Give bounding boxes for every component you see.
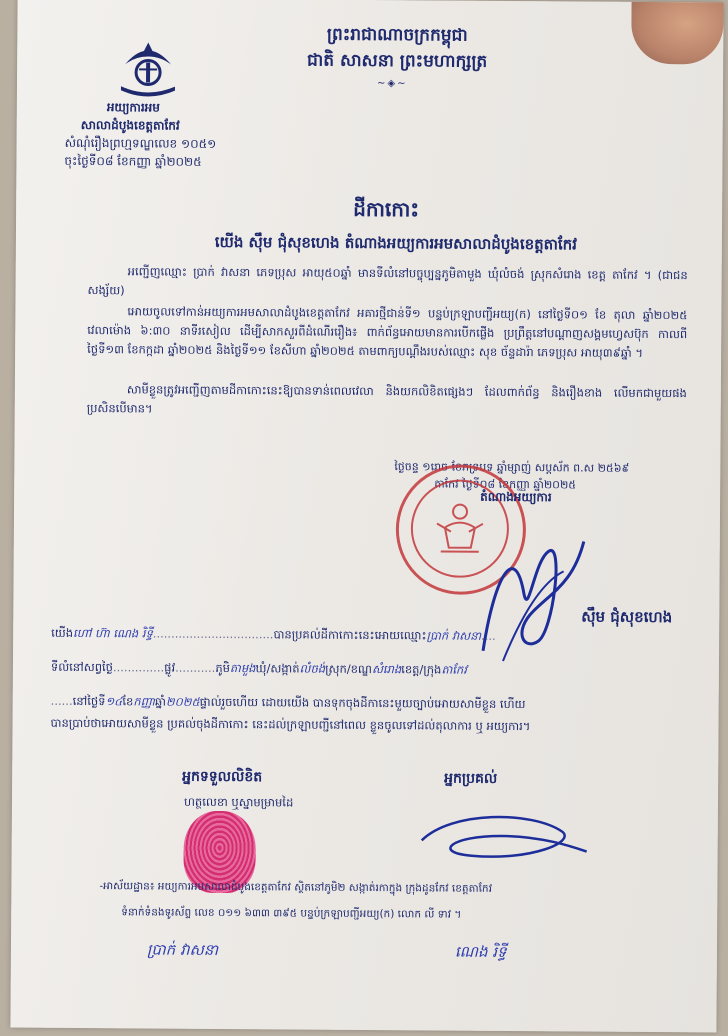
delivery-we-label: យើង xyxy=(51,625,74,640)
receiver-title: អ្នកទទួលលិខិត xyxy=(182,768,263,786)
delivery-recipient-name: ប្រាក់ វាសនា xyxy=(426,628,482,643)
street-label: ផ្លូវ xyxy=(164,660,176,675)
delivery-handed-label: បានប្រគល់ដីកាកោះនេះអោយឈ្មោះ xyxy=(273,627,427,643)
recipient-handwritten-name: ប្រាក់ វាសនា xyxy=(146,940,219,959)
commune-value: លំចង់ xyxy=(299,661,326,676)
document-subtitle: យើង ស៊ឹម ជុំសុខហេង តំណាងអយ្យការអមសាលាដំបូងខេត្តតាកែវ xyxy=(214,232,578,254)
delivery-line-4: បានប្រាប់ថាអោយសាមីខ្លួន ប្រគល់ចុងដីកាកោះ នេះដល់ក្រឡាបញ្ជីនៅពេល ខ្លួនចូលទៅដល់តុលាការ ឬ អយ្យការ។ xyxy=(50,715,531,734)
delivery-officer-name: ហៅ ហ៊ា ណេង រិទ្ធី xyxy=(73,625,153,641)
delivery-statement: ផ្ទាល់រួចហើយ ដោយយើង បានទុកចុងដីកានេះមួយច្បាប់អោយសាមីខ្លួន ហើយ xyxy=(199,694,526,712)
case-date: ចុះថ្ងៃទី០៨ ខែកញ្ញា ឆ្នាំ២០២៥ xyxy=(64,153,202,169)
handover-title: អ្នកប្រគល់ xyxy=(444,770,498,787)
prosecutor-name: ស៊ឹម ជុំសុខហេង xyxy=(581,607,673,627)
court-name: សាលាដំបូងខេត្តតាកែវ xyxy=(80,117,180,133)
paragraph-appointment: អោយចូលទៅកាន់អយ្យការអមសាលាដំបូងខេត្តតាកែវ អគារថ្មីជាន់ទី១ បន្ទប់ក្រឡាបញ្ជីអយ្យ(ក) នៅថ្ងៃទី០១ ខែ តុលា ឆ្នាំ២០២៥ វេលាម៉ោង ៦:៣០ នាទីរសៀល ដើម្បីសាកសួរពីដំណើររឿង៖ ពាក់ព័ន្ធអោយមានការបើកផ្លើង ប្រព្រឹត្តនៅបណ្តាញសង្គមហ្វេសប៊ុក កាលពីថ្ងៃទី១៣ ខែកក្កដា ឆ្នាំ២០២៥ និងថ្ងៃទី១១ ខែសីហា ឆ្នាំ២០២៥ តាមពាក្យបណ្តឹងរបស់ឈ្មោះ សុខ ច័ន្ទដារ៉ា ភេទប្រុស អាយុ៣៩ឆ្នាំ ។ xyxy=(87,304,688,360)
delivery-line-1: យើងហៅ ហ៊ា ណេង រិទ្ធី.................................បានប្រគល់ដីកាកោះនេះអោយឈ្មោះប្រាក់ វាសនា.... xyxy=(51,625,496,643)
province-label: ខេត្ត/ក្រុង xyxy=(401,662,442,677)
delivery-line-3: ......នៅថ្ងៃទី១៤ខែកញ្ញាឆ្នាំ២០២៥ផ្ទាល់រួចហើយ ដោយយើង បានទុកចុងដីកានេះមួយច្បាប់អោយសាមីខ្លួន ហើយ xyxy=(50,693,526,712)
footer-contact: ទំនាក់ទំនងទូរស័ព្ទ លេខ ០១១ ៦៣៣ ៣៩៥ បន្ទប់ក្រឡាបញ្ជីអយ្យ(ក) លោក លី ទាវ ។ xyxy=(121,906,462,921)
court-prosecutor-label: អយ្យការអម xyxy=(106,100,160,115)
paragraph-instructions: សាមីខ្លួនត្រូវអញ្ជើញតាមដីកាកោះនេះឱ្យបានទាន់ពេលវេលា និងយកលិខិតផ្សេងៗ ដែលពាក់ព័ន្ធ និងរឿងខាង លើមកជាមួយផងប្រសិនបើមាន។ xyxy=(86,382,687,416)
address-label: ទីលំនៅសព្វថ្ងៃ xyxy=(50,659,114,675)
month-value: កញ្ញា xyxy=(133,694,156,709)
fingerprint-label: ហត្ថលេខា ឬស្នាមម្រាមដៃ xyxy=(183,794,294,810)
thumb-in-photo xyxy=(631,2,723,65)
district-value: សំរោង xyxy=(371,662,402,677)
footer-address: -អាស័យដ្ឋាន៖ អយ្យការអមសាលាដំបូងខេត្តតាកែវ ស្ថិតនៅភូមិ២ សង្កាត់រកាក្នុង ក្រុងដូនកែវ ខេត្តតាកែវ xyxy=(99,880,492,895)
province-value: តាកែវ xyxy=(441,662,467,677)
paragraph-invitee: អញ្ជើញឈ្មោះ ប្រាក់ វាសនា ភេទប្រុស អាយុ៥០ឆ្នាំ មានទីលំនៅបច្ចុប្បន្នភូមិតាមួង ឃុំលំចង់ ស្រុកសំរោង ខេត្ត តាកែវ ។ (ជាជនសង្ស័យ) xyxy=(87,264,688,298)
court-header xyxy=(64,98,264,171)
ornament-divider: ~◈~ xyxy=(376,78,408,90)
village-value: តាមួង xyxy=(229,661,256,676)
district-label: ស្រុក/ខណ្ឌ xyxy=(325,661,373,677)
officer-handwritten-name: ណេង រិទ្ធី xyxy=(454,942,507,961)
nation-religion-king-line: ជាតិ សាសនា ព្រះមហាក្សត្រ xyxy=(307,50,488,72)
case-number: សំណុំរឿងព្រហ្មទណ្ឌលេខ ១០៥១ xyxy=(64,135,217,151)
document-title: ដីកាកោះ xyxy=(353,196,420,222)
delivery-line-2: ទីលំនៅសព្វថ្ងៃ..............ផ្លូវ...........ភូមិតាមួងឃុំ/សង្កាត់លំចង់ស្រុក/ខណ្ឌសំរោងខេត្ត/ក្រុងតាកែវ xyxy=(50,659,467,677)
summons-document xyxy=(10,0,723,1032)
prosecution-emblem-icon xyxy=(117,38,179,96)
place-date: តាកែវ ថ្ងៃទី០៨ ខែកញ្ញា ឆ្នាំ២០២៥ xyxy=(434,477,577,492)
village-label: ភូមិ xyxy=(215,660,231,676)
day-label: នៅថ្ងៃទី xyxy=(72,693,106,709)
month-label: ខែ xyxy=(122,694,134,709)
year-label: ឆ្នាំ xyxy=(154,694,166,709)
lunar-date: ថ្ងៃចន្ទ ១រោច ខែភទ្របទ ឆ្នាំម្សាញ់ សប្តស័ក ព.ស ២៥៦៩ xyxy=(394,460,630,475)
year-value: ២០២៥ xyxy=(165,694,200,709)
day-value: ១៤ xyxy=(105,694,123,709)
official-title: តំណាងអយ្យការ xyxy=(480,489,552,505)
handover-signature-icon xyxy=(412,800,592,871)
prosecutor-signature-icon xyxy=(453,521,594,672)
kingdom-motto xyxy=(267,21,527,75)
commune-label: ឃុំ/សង្កាត់ xyxy=(255,661,300,676)
kingdom-line: ព្រះរាជាណាចក្រកម្ពុជា xyxy=(326,24,468,46)
